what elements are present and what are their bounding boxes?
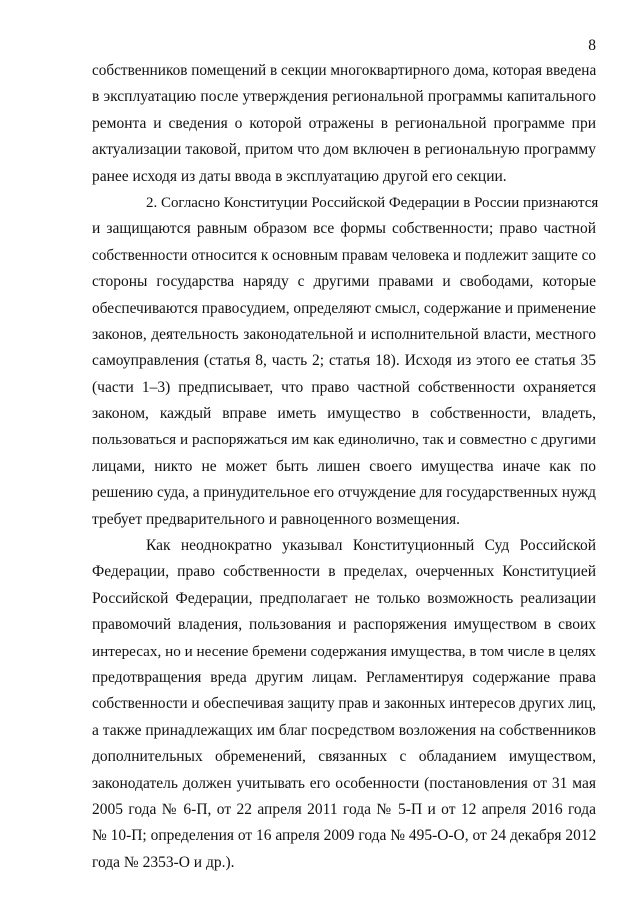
text-line: правомочий владения, пользования и распоряжения имуществом в своих: [92, 616, 596, 634]
text-line: (части 1–3) предписывает, что право частной собственности охраняется: [92, 378, 596, 396]
text-line: дополнительных обременений, связанных с обладанием имуществом,: [92, 748, 596, 766]
text-line-indented: Как неоднократно указывал Конституционный Суд Российской: [146, 537, 596, 555]
text-line: обеспечиваются правосудием, определяют смысл, содержание и применение: [92, 299, 596, 317]
text-line: собственников помещений в секции многоквартирного дома, которая введена: [92, 62, 597, 79]
paragraph-continuation: [92, 58, 596, 190]
paragraph-2: [92, 190, 599, 533]
text-line: собственности и обеспечивая защиту прав и законных интересов других лиц,: [92, 695, 596, 713]
text-line: требует предварительного и равноценного возмещения.: [92, 510, 460, 528]
text-line: года № 2353-О и др.).: [92, 853, 235, 871]
text-line: решению суда, а принудительное его отчуждение для государственных нужд: [92, 484, 596, 502]
text-line: актуализации таковой, притом что дом включен в региональную программу: [92, 141, 596, 159]
text-line: Российской Федерации, предполагает не только возможность реализации: [92, 589, 596, 607]
text-line: законодатель должен учитывать его особенности (постановления от 31 мая: [92, 774, 596, 792]
text-line: № 10-П; определения от 16 апреля 2009 года № 495-О-О, от 24 декабря 2012: [92, 827, 597, 845]
text-line-indented: 2. Согласно Конституции Российской Федерации в России признаются: [146, 194, 599, 211]
document-body: [92, 58, 599, 876]
text-line: законом, каждый вправе иметь имущество в собственности, владеть,: [92, 405, 596, 423]
page-number: 8: [588, 37, 596, 54]
text-line: 2005 года № 6-П, от 22 апреля 2011 года № 5-П и от 12 апреля 2016 года: [92, 800, 596, 818]
paragraph-3: [92, 533, 596, 876]
text-line: законов, деятельность законодательной и исполнительной власти, местного: [92, 325, 596, 343]
text-line: и защищаются равным образом все формы собственности; право частной: [92, 220, 596, 238]
text-line: а также принадлежащих им благ посредством возложения на собственников: [92, 721, 596, 739]
text-line: Федерации, право собственности в пределах, очерченных Конституцией: [92, 563, 596, 581]
text-line: ранее исходя из даты ввода в эксплуатацию другой его секции.: [92, 167, 507, 185]
text-line: лицами, никто не может быть лишен своего имущества иначе как по: [92, 457, 596, 475]
text-line: в эксплуатацию после утверждения региональной программы капитального: [92, 88, 596, 106]
text-line: пользоваться и распоряжаться им как единолично, так и совместно с другими: [92, 431, 596, 449]
text-line: самоуправления (статья 8, часть 2; статья 18). Исходя из этого ее статья 35: [92, 352, 596, 370]
text-line: предотвращения вреда другим лицам. Регламентируя содержание права: [92, 668, 596, 686]
text-line: собственности относится к основным правам человека и подлежит защите со: [92, 246, 596, 264]
text-line: стороны государства наряду с другими правами и свободами, которые: [92, 273, 596, 291]
text-line: ремонта и сведения о которой отражены в региональной программе при: [92, 114, 596, 132]
text-line: интересах, но и несение бремени содержания имущества, в том числе в целях: [92, 642, 596, 660]
